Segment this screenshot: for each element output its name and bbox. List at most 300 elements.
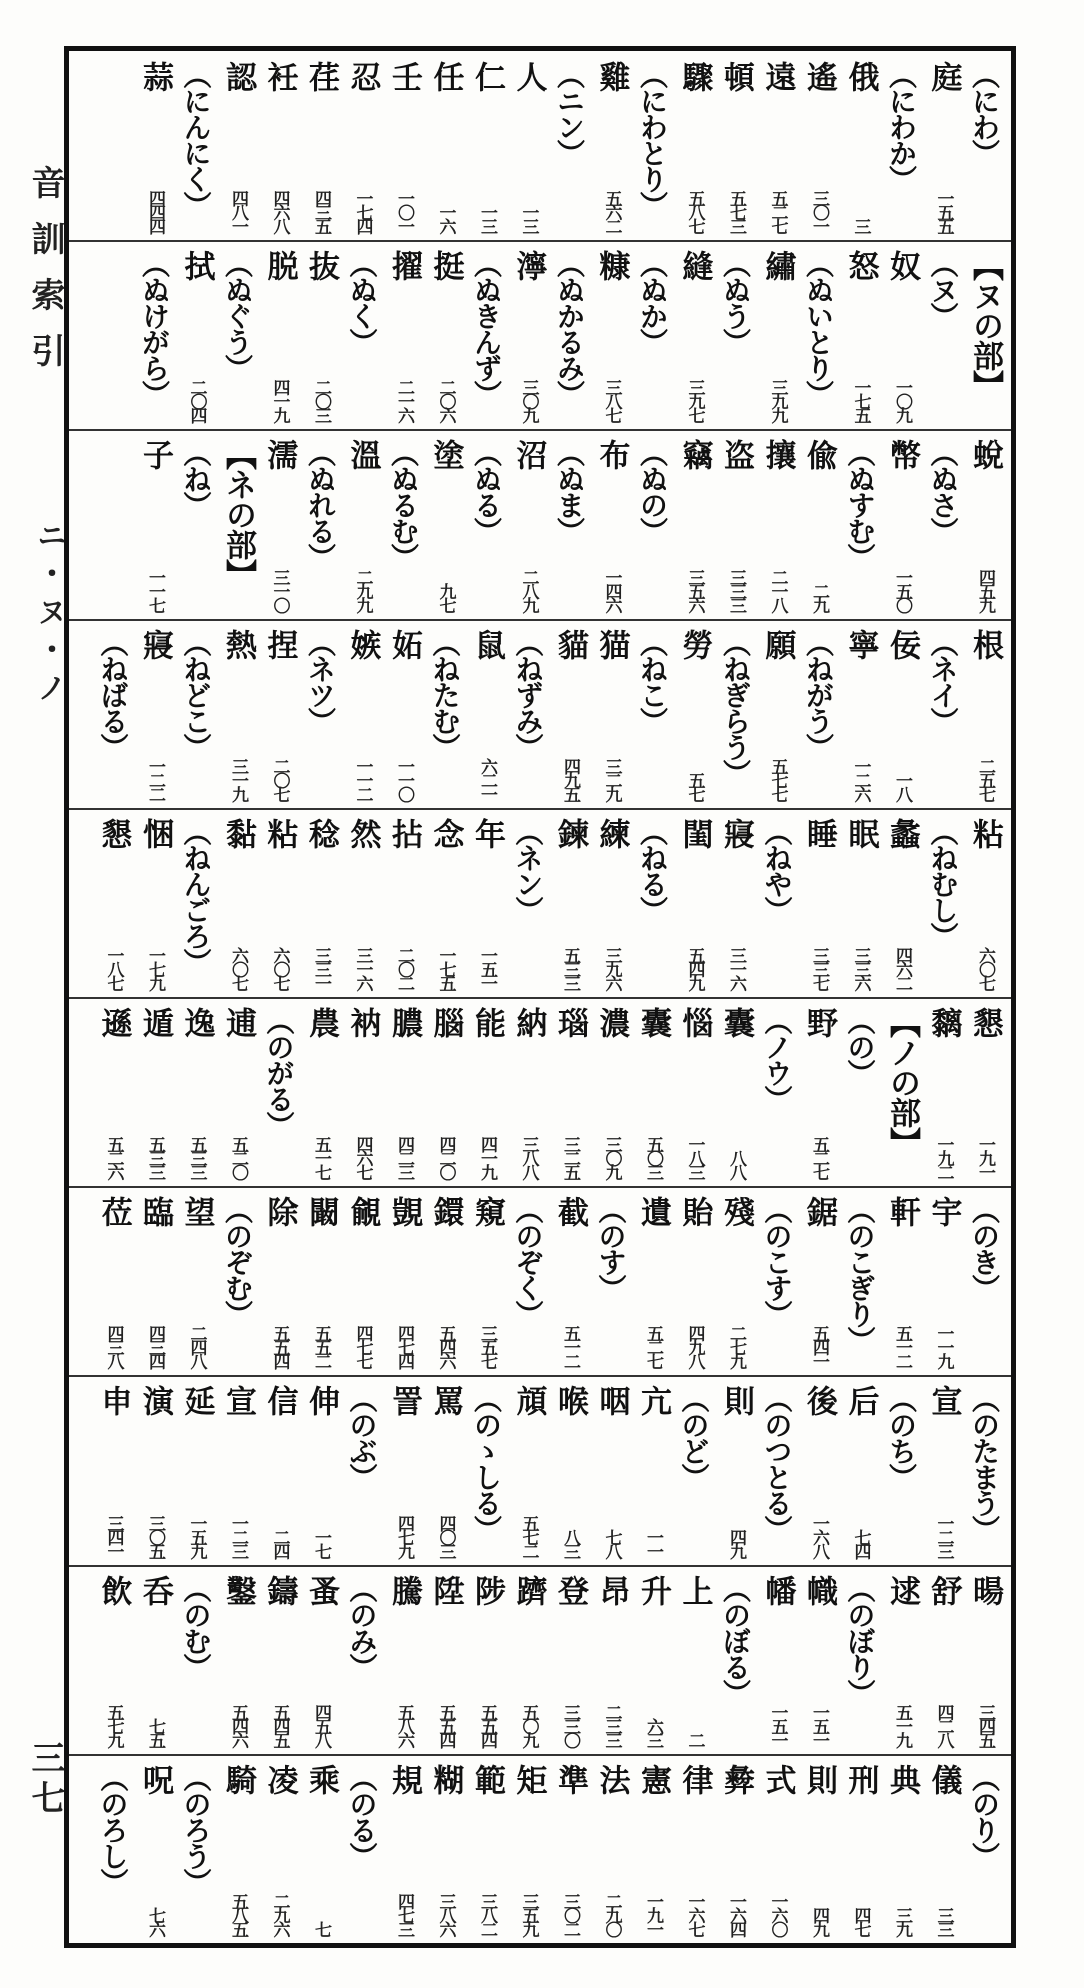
index-entry	[136, 997, 173, 1186]
page-reference: 一七五	[435, 946, 456, 989]
reading-label: ︵のぼり︶	[843, 1574, 877, 1705]
page-reference: 五七二	[518, 1514, 539, 1557]
index-entry	[676, 1186, 713, 1375]
kanji-entry: 演	[137, 1385, 173, 1416]
index-entry	[883, 51, 920, 240]
page-reference: 一二三	[933, 1514, 954, 1557]
page-reference: 五五四	[269, 1325, 290, 1368]
index-entry	[344, 1375, 381, 1564]
kanji-entry: 念	[427, 817, 464, 848]
page-reference: 四九	[809, 1906, 829, 1935]
reading-label: ︵ぬぐう︶	[221, 250, 254, 381]
index-entry	[427, 808, 464, 997]
reading-label: ︵にわとり︶	[636, 61, 669, 217]
index-entry	[468, 51, 505, 240]
reading-label: ︵ねたむ︶	[428, 628, 462, 759]
reading-label: ︵ねこ︶	[636, 628, 669, 733]
index-entry	[219, 619, 256, 808]
page-reference: 一五一	[477, 946, 497, 989]
page-reference: 三八六	[435, 1892, 456, 1935]
index-entry	[302, 429, 339, 618]
index-entry	[800, 429, 837, 618]
kanji-entry: 乘	[303, 1763, 339, 1794]
kanji-entry: 任	[427, 61, 464, 91]
index-entry	[178, 808, 215, 997]
index-band	[69, 429, 1011, 618]
index-entry	[261, 619, 298, 808]
index-entry	[800, 619, 837, 808]
kanji-entry: 望	[178, 1196, 215, 1227]
page-reference: 五二七	[809, 1136, 829, 1179]
index-entry	[842, 1375, 879, 1564]
index-entry	[966, 808, 1003, 997]
kanji-entry: 蠡	[884, 817, 920, 848]
index-entry	[385, 1565, 422, 1754]
page-reference: 一二三	[228, 1514, 248, 1557]
kanji-entry: 登	[552, 1574, 588, 1605]
kanji-entry: 擢	[386, 250, 422, 281]
index-entry	[925, 51, 962, 240]
kanji-entry: 根	[967, 628, 1003, 659]
index-entry	[468, 1565, 505, 1754]
page-reference: 一五一	[767, 1703, 788, 1746]
index-entry	[593, 808, 630, 997]
index-entry	[842, 619, 879, 808]
index-entry	[261, 429, 298, 618]
kanji-entry: 喉	[552, 1385, 588, 1416]
page-reference: 四七四	[394, 1325, 414, 1368]
kanji-entry: 勞	[676, 628, 713, 659]
kanji-entry: 則	[718, 1385, 754, 1416]
index-entry	[676, 1375, 713, 1564]
reading-label: ︵のみ︶	[345, 1574, 379, 1679]
index-entry	[551, 1754, 588, 1943]
index-entry	[385, 808, 422, 997]
reading-label: ︵のつとる︶	[760, 1385, 794, 1542]
index-entry	[759, 1565, 796, 1754]
index-entry	[551, 1186, 588, 1375]
kanji-entry: 規	[386, 1763, 422, 1794]
page-reference: 五八五	[228, 1892, 248, 1935]
band-divider	[69, 429, 1011, 431]
page-reference: 三一六	[726, 946, 746, 989]
reading-label: ︵ねずみ︶	[511, 628, 545, 759]
reading-label: ︵のぞく︶	[511, 1196, 545, 1327]
page-reference: 一六七	[684, 1892, 705, 1935]
page-number: 三七	[25, 1740, 65, 1820]
page-reference: 三一九	[228, 757, 248, 800]
reading-label: ︵ぬう︶	[719, 250, 752, 355]
index-entry	[510, 1754, 547, 1943]
index-entry	[759, 1375, 796, 1564]
kanji-entry: 貓	[552, 628, 588, 659]
index-entry	[593, 1186, 630, 1375]
kanji-entry: 蒜	[137, 61, 173, 91]
band-divider	[69, 619, 1011, 621]
index-entry	[800, 997, 837, 1186]
page-reference: 三三一	[311, 946, 331, 989]
page-reference: 一一七	[145, 568, 165, 611]
page-reference: 一九一	[975, 1136, 995, 1179]
index-entry	[676, 619, 713, 808]
index-entry	[468, 240, 505, 429]
reading-label: ︵のがる︶	[262, 1007, 296, 1137]
index-entry	[717, 1186, 754, 1375]
index-entry	[219, 1754, 256, 1943]
index-entry	[178, 619, 215, 808]
index-entry	[302, 1375, 339, 1564]
index-entry	[759, 1186, 796, 1375]
page-reference: 一八七	[103, 946, 124, 989]
page-reference: 五四一	[809, 1325, 829, 1368]
index-entry	[136, 1565, 173, 1754]
index-entry	[219, 1375, 256, 1564]
kanji-entry: 雞	[593, 61, 630, 91]
index-entry	[759, 240, 796, 429]
index-entry	[468, 808, 505, 997]
kanji-entry: 寢	[137, 628, 173, 659]
kanji-entry: 衲	[344, 1007, 381, 1037]
page-reference: 四九八	[684, 1325, 705, 1368]
index-entry	[551, 429, 588, 618]
kanji-entry: 軒	[884, 1196, 920, 1227]
reading-label: ︵ノウ︶	[760, 1007, 794, 1111]
band-divider	[69, 808, 1011, 810]
index-entry	[344, 1754, 381, 1943]
page-reference: 五三三	[560, 946, 580, 989]
index-entry	[136, 619, 173, 808]
index-entry	[427, 1186, 464, 1375]
page-reference: 六〇七	[975, 946, 995, 989]
page-reference: 四七	[850, 1906, 871, 1935]
page-reference: 五三三	[145, 1136, 165, 1179]
page-reference: 五一七	[311, 1136, 331, 1179]
kanji-entry: 騰	[386, 1574, 422, 1605]
page-reference: 四四四	[145, 190, 165, 233]
index-entry	[551, 51, 588, 240]
index-entry	[95, 997, 132, 1186]
index-entry	[551, 808, 588, 997]
index-entry	[468, 429, 505, 618]
band-divider	[69, 1375, 1011, 1377]
index-entry	[883, 997, 920, 1186]
kanji-entry: 竊	[676, 439, 713, 470]
page-reference: 一八	[892, 771, 912, 800]
kanji-entry: 彜	[718, 1763, 754, 1794]
kanji-entry: 罵	[427, 1385, 464, 1416]
page-reference: 三〇一	[809, 190, 829, 233]
kanji-entry: 覬	[386, 1196, 422, 1227]
index-entry	[925, 1186, 962, 1375]
index-entry	[593, 1375, 630, 1564]
index-entry	[883, 1565, 920, 1754]
page-reference: 五五四	[435, 1703, 456, 1746]
index-entry	[842, 1565, 879, 1754]
kanji-entry: 逸	[178, 1007, 215, 1037]
index-entry	[178, 1565, 215, 1754]
page-reference: 三〇九	[518, 379, 539, 422]
kanji-entry: 申	[95, 1385, 132, 1416]
page-reference: 六三	[643, 1717, 663, 1746]
index-entry	[925, 1375, 962, 1564]
reading-label: ︵ぬる︶	[470, 439, 503, 544]
index-entry	[468, 997, 505, 1186]
reading-label: ︵のこぎり︶	[843, 1196, 877, 1353]
kanji-entry: 驟	[676, 61, 713, 91]
kanji-entry: 捏	[261, 628, 298, 659]
page-reference: 四五九	[975, 568, 995, 611]
page-reference: 一四六	[601, 568, 622, 611]
page-reference: 二四	[269, 1528, 290, 1557]
reading-label: ︵ネイ︶	[926, 628, 960, 733]
page-reference: 二七九	[726, 1325, 746, 1368]
reading-label: ︵ぬま︶	[553, 439, 586, 544]
kanji-entry: 亢	[635, 1385, 671, 1416]
index-entry	[717, 1375, 754, 1564]
index-entry	[634, 1754, 671, 1943]
kanji-entry: 凌	[261, 1763, 298, 1794]
page-reference: 二一八	[767, 568, 788, 611]
index-entry	[883, 240, 920, 429]
band-divider	[69, 1754, 1011, 1756]
page-reference: 三三三	[726, 568, 746, 611]
index-entry	[219, 1565, 256, 1754]
index-entry	[634, 1565, 671, 1754]
index-entry	[178, 997, 215, 1186]
index-entry	[883, 619, 920, 808]
kanji-entry: 后	[842, 1385, 879, 1416]
index-entry	[717, 997, 754, 1186]
kanji-entry: 囊	[635, 1007, 671, 1037]
index-entry	[676, 1565, 713, 1754]
page-reference: 五一二	[892, 1325, 912, 1368]
kanji-entry: 貽	[676, 1196, 713, 1227]
kanji-entry: 仁	[469, 61, 505, 91]
index-entry	[510, 808, 547, 997]
reading-label: ︵のり︶	[968, 1763, 1001, 1868]
index-band	[69, 1375, 1011, 1564]
page-reference: 三三六	[850, 946, 871, 989]
kanji-entry: 逑	[884, 1574, 920, 1605]
index-entry	[676, 429, 713, 618]
index-entry	[385, 997, 422, 1186]
index-band	[69, 619, 1011, 808]
page-reference: 五四五	[269, 1703, 290, 1746]
page-reference: 四二三	[394, 1136, 414, 1179]
index-entry	[302, 1565, 339, 1754]
reading-label: ︵のき︶	[968, 1196, 1001, 1301]
page-reference: 一五五	[933, 190, 954, 233]
index-entry	[261, 997, 298, 1186]
index-entry	[136, 1375, 173, 1564]
kanji-entry: 沼	[510, 439, 547, 470]
kanji-entry: 憲	[635, 1763, 671, 1794]
index-entry	[717, 429, 754, 618]
index-entry	[593, 1754, 630, 1943]
kanji-entry: 呑	[137, 1574, 173, 1605]
reading-label: ︵にんにく︶	[179, 61, 213, 217]
kanji-entry: 陞	[427, 1574, 464, 1605]
index-entry	[966, 51, 1003, 240]
page-reference: 四三八	[103, 1325, 124, 1368]
index-entry	[551, 240, 588, 429]
index-entry	[510, 51, 547, 240]
kanji-entry: 脱	[261, 250, 298, 281]
index-entry	[302, 997, 339, 1186]
kanji-entry: 眠	[842, 817, 879, 848]
kanji-entry: 認	[220, 61, 256, 91]
index-entry	[551, 619, 588, 808]
kanji-entry: 溫	[344, 439, 381, 470]
page-reference: 四六七	[352, 1136, 373, 1179]
reading-label: ︵のど︶	[677, 1385, 711, 1490]
index-entry	[925, 240, 962, 429]
kanji-entry: 偸	[801, 439, 837, 470]
page-reference: 一一二	[352, 757, 373, 800]
section-heading: ︻ヌの部︼	[967, 250, 1003, 401]
band-divider	[69, 1565, 1011, 1567]
index-entry	[842, 1754, 879, 1943]
kanji-entry: 頏	[510, 1385, 547, 1416]
kanji-entry: 能	[469, 1007, 505, 1037]
kanji-entry: 伸	[303, 1385, 339, 1416]
index-entry	[136, 51, 173, 240]
index-entry	[178, 51, 215, 240]
page-reference: 三四一	[103, 1514, 124, 1557]
index-band	[69, 1754, 1011, 1943]
page-reference: 四六二	[892, 946, 912, 989]
kanji-entry: 膿	[386, 1007, 422, 1037]
kanji-entry: 粘	[967, 817, 1003, 848]
page-reference: 五二六	[103, 1136, 124, 1179]
index-entry	[883, 1375, 920, 1564]
kanji-entry: 除	[261, 1196, 298, 1227]
index-entry	[842, 808, 879, 997]
reading-label: ︵のたまう︶	[968, 1385, 1001, 1542]
kanji-entry: 升	[635, 1574, 671, 1605]
index-entry	[676, 808, 713, 997]
kanji-entry: 遜	[95, 1007, 132, 1037]
kanji-entry: 逋	[220, 1007, 256, 1037]
page-reference: 三一六	[352, 946, 373, 989]
kanji-entry: 練	[593, 817, 630, 848]
page-reference: 四七九	[394, 1514, 414, 1557]
kanji-entry: 荏	[303, 61, 339, 91]
index-entry	[925, 997, 962, 1186]
kanji-entry: 莅	[95, 1196, 132, 1227]
index-entry	[302, 1186, 339, 1375]
page-reference: 一〇一	[394, 190, 414, 233]
index-entry	[344, 808, 381, 997]
kanji-entry: 濡	[261, 439, 298, 470]
kanji-entry: 臨	[137, 1196, 173, 1227]
page-reference: 四五八	[311, 1703, 331, 1746]
page-reference: 三二五	[560, 1136, 580, 1179]
kanji-entry: 睡	[801, 817, 837, 848]
index-entry	[385, 240, 422, 429]
page-reference: 四一九	[269, 379, 290, 422]
index-entry	[551, 1375, 588, 1564]
page-reference: 三五七	[477, 1325, 497, 1368]
kanji-entry: 範	[469, 1763, 505, 1794]
kanji-entry: 幡	[759, 1574, 796, 1605]
reading-label: ︵ぬさ︶	[926, 439, 960, 544]
kanji-entry: 飲	[95, 1574, 132, 1605]
page-reference: 五七三	[726, 190, 746, 233]
index-entry	[925, 808, 962, 997]
reading-label: ︵ぬか︶	[636, 250, 669, 355]
index-entry	[551, 1565, 588, 1754]
page-reference: 四三四	[145, 1325, 165, 1368]
index-entry	[261, 240, 298, 429]
page-reference: 一六八	[809, 1514, 829, 1557]
kanji-entry: 稔	[303, 817, 339, 848]
page-reference: 二一六	[394, 379, 414, 422]
index-entry	[966, 1754, 1003, 1943]
index-entry	[717, 808, 754, 997]
kanji-entry: 抜	[303, 250, 339, 281]
kanji-entry: 上	[676, 1574, 713, 1605]
kanji-entry: 囊	[718, 1007, 754, 1037]
index-entry	[800, 1375, 837, 1564]
page-reference: 二九	[809, 582, 829, 611]
index-band	[69, 997, 1011, 1186]
reading-label: ︵ね︶	[179, 439, 213, 518]
kanji-entry: 舒	[925, 1574, 962, 1605]
kanji-entry: 呪	[137, 1763, 173, 1794]
reading-label: ︵ねばる︶	[96, 628, 130, 759]
index-entry	[136, 808, 173, 997]
kanji-entry: 寧	[842, 628, 879, 659]
index-entry	[178, 240, 215, 429]
reading-label: ︵ぬすむ︶	[843, 439, 877, 570]
index-entry	[800, 1754, 837, 1943]
band-divider	[69, 240, 1011, 242]
reading-label: ︵ネツ︶	[304, 628, 337, 733]
index-band	[69, 1186, 1011, 1375]
kanji-entry: 壬	[386, 61, 422, 91]
page-reference: 八三	[560, 1528, 580, 1557]
section-label: ニ・ヌ・ノ	[31, 520, 66, 710]
index-entry	[966, 997, 1003, 1186]
index-entry	[95, 1375, 132, 1564]
index-entry	[95, 808, 132, 997]
kanji-entry: 黏	[220, 817, 256, 848]
kanji-entry: 庭	[925, 61, 962, 91]
page-reference: 二	[684, 1731, 705, 1746]
page-reference: 四六八	[269, 190, 290, 233]
kanji-entry: 幣	[884, 439, 920, 470]
kanji-entry: 忍	[344, 61, 381, 91]
reading-label: ︵のろう︶	[179, 1763, 213, 1894]
kanji-entry: 遺	[635, 1196, 671, 1227]
index-entry	[800, 1565, 837, 1754]
index-entry	[634, 240, 671, 429]
reading-label: ︵ぬけがら︶	[138, 250, 171, 407]
index-entry	[468, 1375, 505, 1564]
index-entry	[883, 1186, 920, 1375]
index-entry	[261, 1565, 298, 1754]
index-entry	[302, 1754, 339, 1943]
kanji-entry: 覦	[344, 1196, 381, 1227]
index-entry	[510, 240, 547, 429]
page-reference: 二〇三	[311, 379, 331, 422]
page-reference: 四八一	[228, 190, 248, 233]
reading-label: ︵のむ︶	[179, 1574, 213, 1679]
kanji-entry: 熱	[220, 628, 256, 659]
kanji-entry: 悃	[137, 817, 173, 848]
page-reference: 五四六	[435, 1325, 456, 1368]
